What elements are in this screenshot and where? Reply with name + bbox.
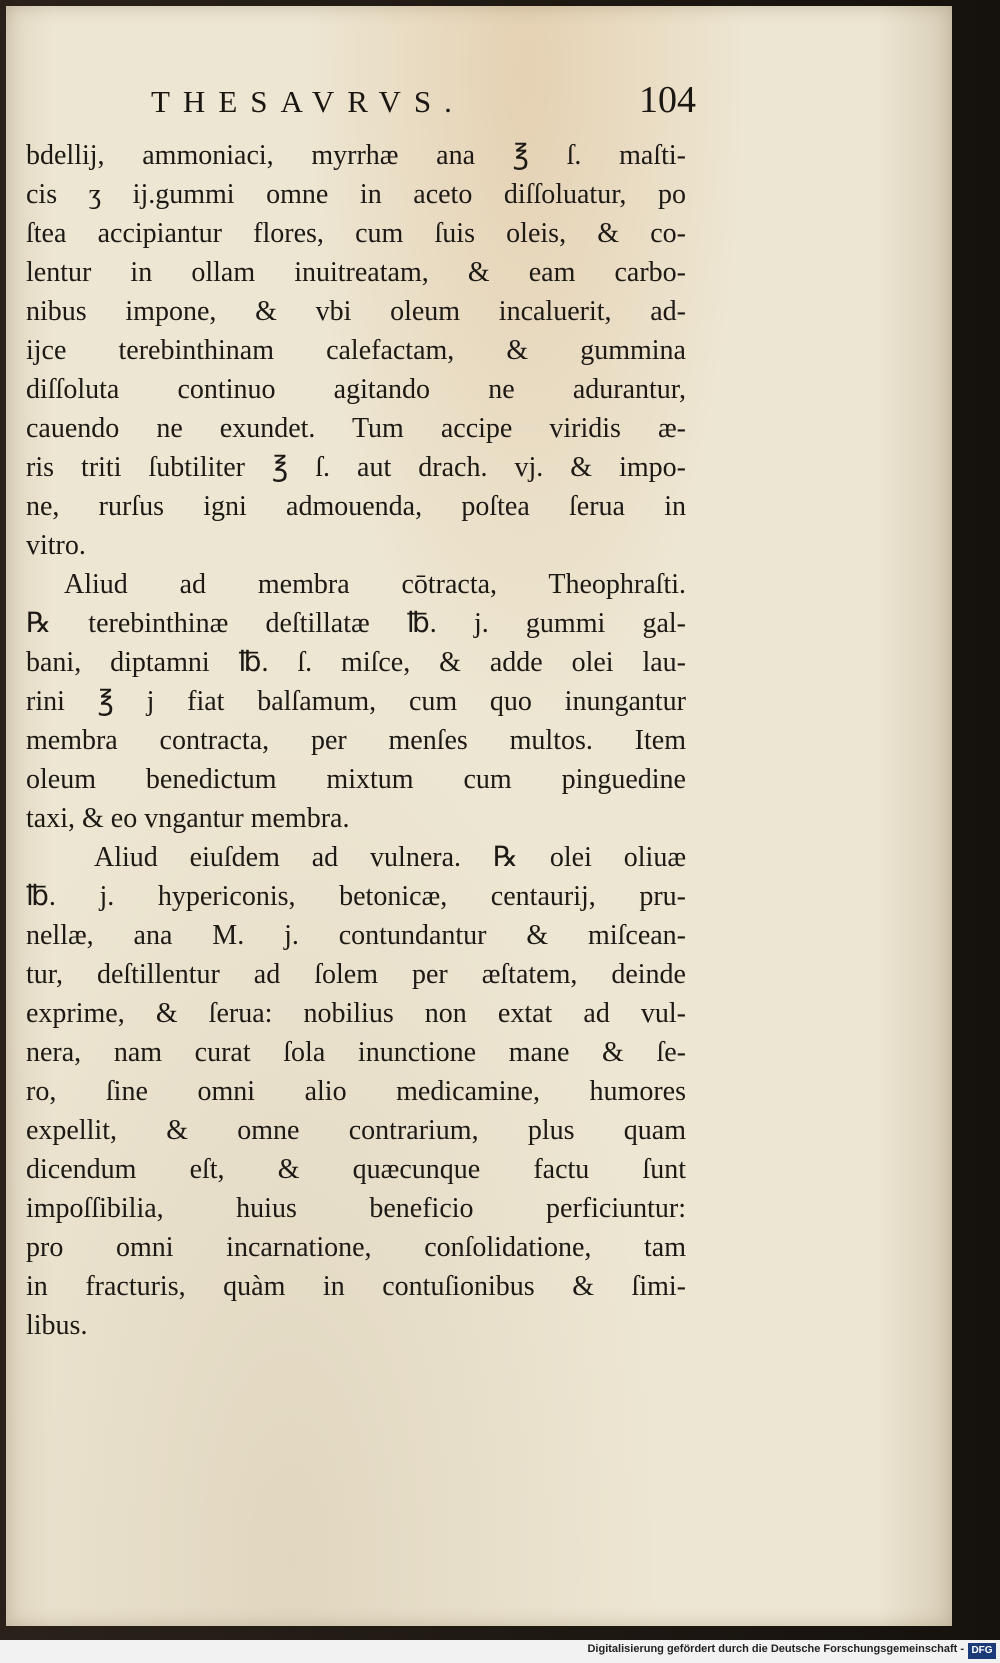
running-head [151,79,696,124]
text-line: nellæ, ana M. j. contundantur & miſcean- [26,920,686,951]
dfg-logo: DFG [968,1643,996,1659]
running-head-title: THESAVRVS. [151,84,465,119]
text-line: diſſoluta continuo agitando ne adurantur, [26,374,686,405]
book-page [6,6,952,1626]
text-line: dicendum eſt, & quæcunque factu ſunt [26,1154,686,1185]
text-line: cis ʒ ij.gummi omne in aceto diſſoluatur, po [26,179,686,210]
text-line: tur, deſtillentur ad ſolem per æſtatem, deinde [26,959,686,990]
text-line: taxi, & eo vngantur membra. [26,803,350,834]
text-line: vitro. [26,530,86,561]
text-line: ſtea accipiantur flores, cum ſuis oleis, & co- [26,218,686,249]
text-line: lentur in ollam inuitreatam, & eam carbo- [26,257,686,288]
text-line: impoſſibilia, huius beneficio perficiuntur: [26,1193,686,1224]
text-line: libus. [26,1310,88,1341]
page-number: 104 [639,79,696,121]
text-line: ℞ terebinthinæ deſtillatæ ℔. j. gummi gal- [26,608,686,639]
text-line: pro omni incarnatione, conſolidatione, tam [26,1232,686,1263]
text-line: ℔. j. hypericonis, betonicæ, centaurij, pru- [26,881,686,912]
text-line: ro, ſine omni alio medicamine, humores [26,1076,686,1107]
paragraph-heading: Aliud eiuſdem ad vulnera. ℞ olei oliuæ [94,842,686,873]
text-line: bani, diptamni ℔. ſ. miſce, & adde olei lau- [26,647,686,678]
paragraph-heading: Aliud ad membra cōtracta, Theophraſti. [64,569,686,600]
text-line: membra contracta, per menſes multos. Item [26,725,686,756]
body-text [26,136,686,1345]
text-line: ijce terebinthinam calefactam, & gummina [26,335,686,366]
text-line: nera, nam curat ſola inunctione mane & ſe- [26,1037,686,1068]
text-line: in fracturis, quàm in contuſionibus & ſimi- [26,1271,686,1302]
text-line: ne, rurſus igni admouenda, poſtea ſerua in [26,491,686,522]
text-line: cauendo ne exundet. Tum accipe viridis æ- [26,413,686,444]
text-line: expellit, & omne contrarium, plus quam [26,1115,686,1146]
text-line: ris triti ſubtiliter ℥ ſ. aut drach. vj. & impo- [26,452,686,483]
text-line: nibus impone, & vbi oleum incaluerit, ad- [26,296,686,327]
text-line: exprime, & ſerua: nobilius non extat ad vul- [26,998,686,1029]
funding-credit: Digitalisierung gefördert durch die Deutsche Forschungsgemeinschaft - [587,1643,964,1655]
footer-bar [0,1640,1000,1663]
text-line: oleum benedictum mixtum cum pinguedine [26,764,686,795]
text-line: rini ℥ j fiat balſamum, cum quo inungantur [26,686,686,717]
text-line: bdellij, ammoniaci, myrrhæ ana ℥ ſ. maſti- [26,140,686,171]
